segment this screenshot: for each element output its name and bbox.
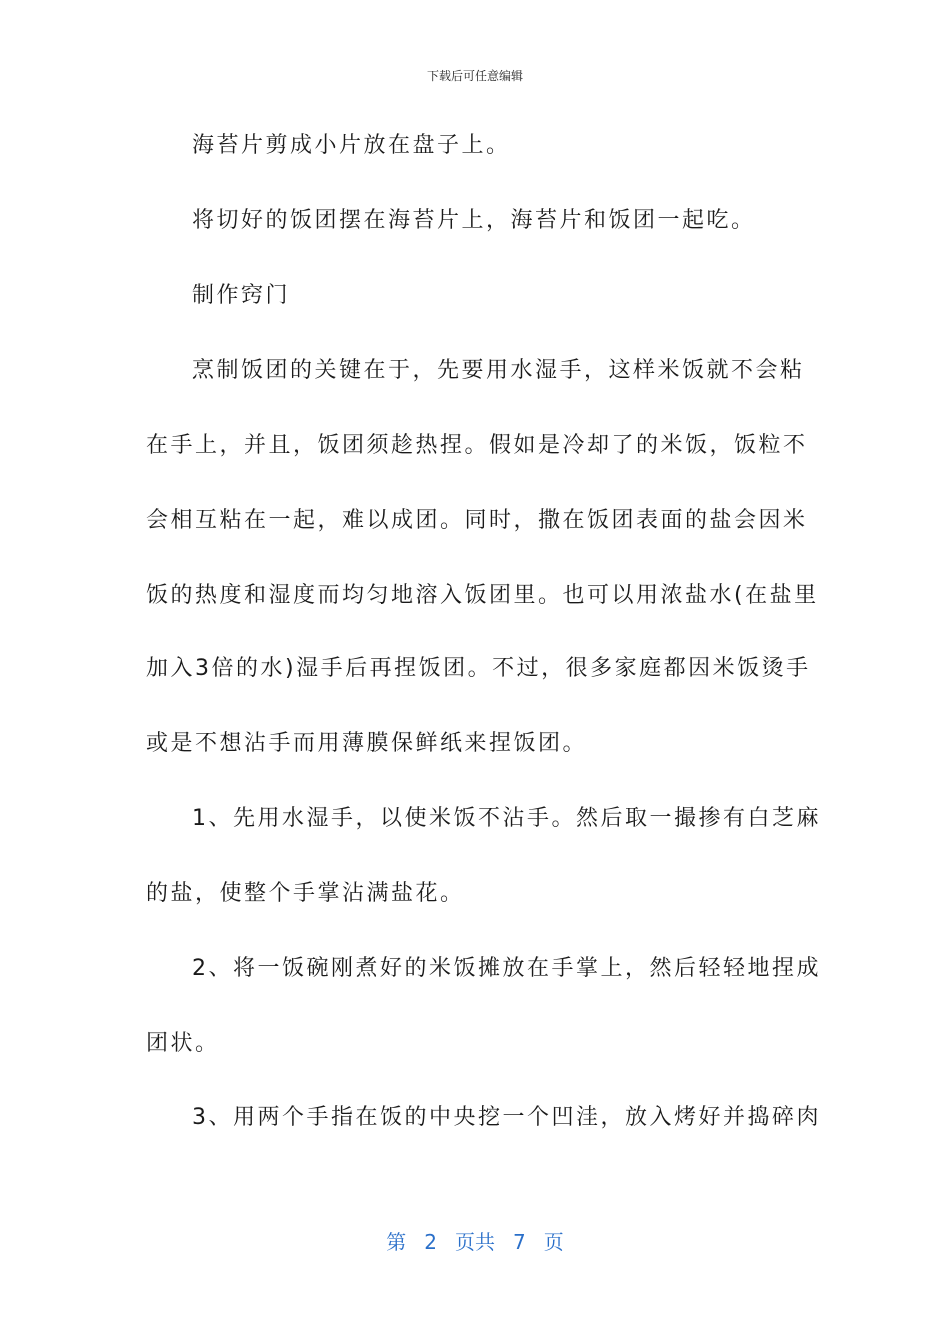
footer-total-pages: 7 (513, 1230, 526, 1254)
paragraph-line: 在手上，并且，饭团须趁热捏。假如是冷却了的米饭，饭粒不 (146, 433, 808, 458)
page-header: 下载后可任意编辑 (426, 69, 523, 83)
paragraph-line: 或是不想沾手而用薄膜保鲜纸来捏饭团。 (146, 731, 588, 756)
list-item-line: 的盐，使整个手掌沾满盐花。 (146, 881, 465, 906)
paragraph-line: 加入3倍的水)湿手后再捏饭团。不过，很多家庭都因米饭烫手 (146, 656, 811, 681)
footer-prefix: 第 (386, 1230, 407, 1254)
footer-page-number: 2 (424, 1230, 437, 1254)
section-heading: 制作窍门 (192, 283, 291, 308)
page-footer (0, 1226, 950, 1255)
list-item-line: 2、将一饭碗刚煮好的米饭摊放在手掌上，然后轻轻地捏成 (192, 956, 821, 981)
paragraph-line: 会相互粘在一起，难以成团。同时，撒在饭团表面的盐会因米 (146, 508, 808, 533)
list-item-line: 1、先用水湿手，以使米饭不沾手。然后取一撮掺有白芝麻 (192, 806, 821, 831)
list-item-line: 3、用两个手指在饭的中央挖一个凹洼，放入烤好并捣碎肉 (192, 1105, 821, 1130)
footer-suffix: 页 (543, 1230, 564, 1254)
list-item-line: 团状。 (146, 1031, 220, 1056)
paragraph-line: 烹制饭团的关键在于，先要用水湿手，这样米饭就不会粘 (192, 358, 805, 383)
paragraph-line: 饭的热度和湿度而均匀地溶入饭团里。也可以用浓盐水(在盐里 (146, 583, 819, 608)
footer-middle: 页共 (455, 1230, 495, 1254)
paragraph-line: 将切好的饭团摆在海苔片上，海苔片和饭团一起吃。 (192, 208, 756, 233)
paragraph-line: 海苔片剪成小片放在盘子上。 (192, 133, 511, 158)
